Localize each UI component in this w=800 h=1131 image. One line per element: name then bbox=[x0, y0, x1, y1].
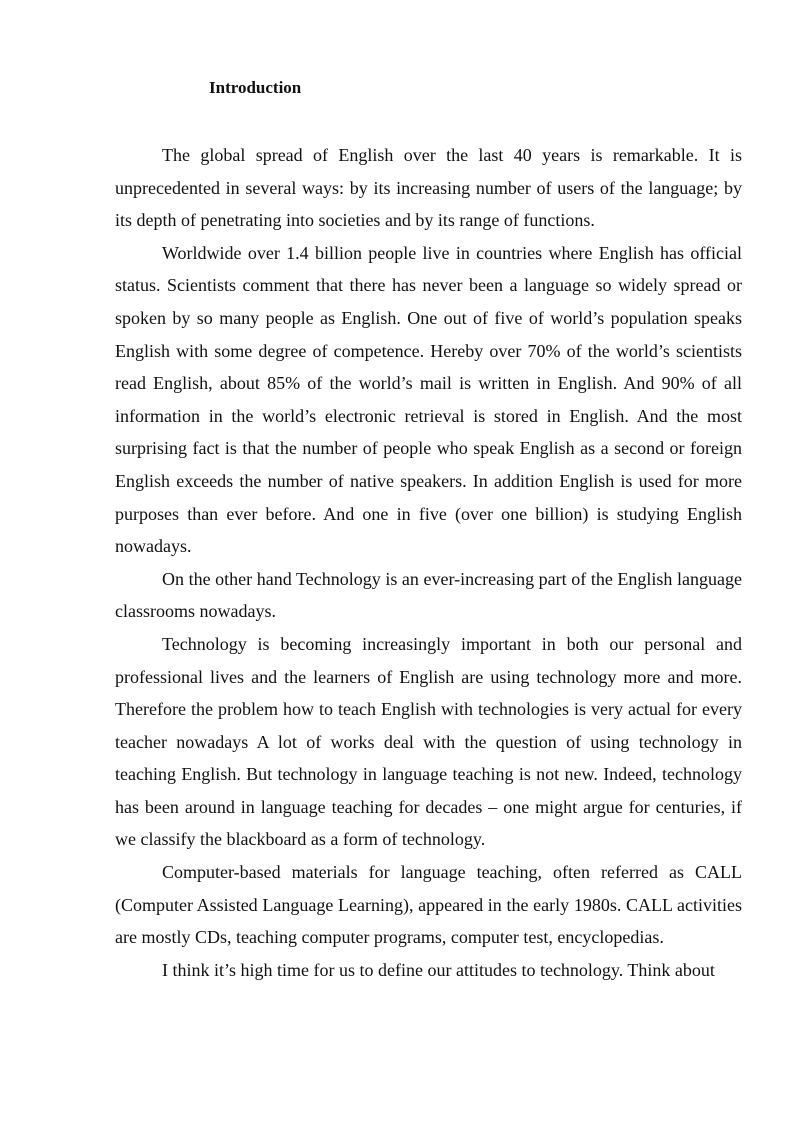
paragraph-attitudes: I think it’s high time for us to define our attitudes to technology. Think about bbox=[162, 959, 715, 980]
paragraph-call-materials: Computer-based materials for language teaching, often referred as CALL (Computer Assisted Language Learning), appeared in the early 1980s. CALL activities are mostly CDs, teaching computer programs, computer test, encyclopedias. bbox=[115, 862, 742, 948]
section-heading: Introduction bbox=[209, 78, 302, 97]
document-body bbox=[115, 139, 742, 986]
paragraph-worldwide-statistics: Worldwide over 1.4 billion people live in countries where English has official status. Scientists comment that there has never been a language so widely spread or spoken by so many people as English. One out of five of world’s population speaks English with some degree of competence. Hereby over 70% of the world’s scientists read English, about 85% of the world’s mail is written in English. And 90% of all information in the world’s electronic retrieval is stored in English. And the most surprising fact is that the number of people who speak English as a second or foreign English exceeds the number of native speakers. In addition English is used for more purposes than ever before. And one in five (over one billion) is studying English nowadays. bbox=[115, 242, 742, 557]
paragraph-technology-classrooms: On the other hand Technology is an ever-increasing part of the English language classrooms nowadays. bbox=[115, 568, 742, 622]
paragraph-global-spread: The global spread of English over the last 40 years is remarkable. It is unprecedented in several ways: by its increasing number of users of the language; by its depth of penetrating into societies and by its range of functions. bbox=[115, 145, 742, 231]
paragraph-technology-importance: Technology is becoming increasingly important in both our personal and professional lives and the learners of English are using technology more and more. Therefore the problem how to teach English with technologies is very actual for every teacher nowadays A lot of works deal with the question of using technology in teaching English. But technology in language teaching is not new. Indeed, technology has been around in language teaching for decades – one might argue for centuries, if we classify the blackboard as a form of technology. bbox=[115, 633, 742, 850]
